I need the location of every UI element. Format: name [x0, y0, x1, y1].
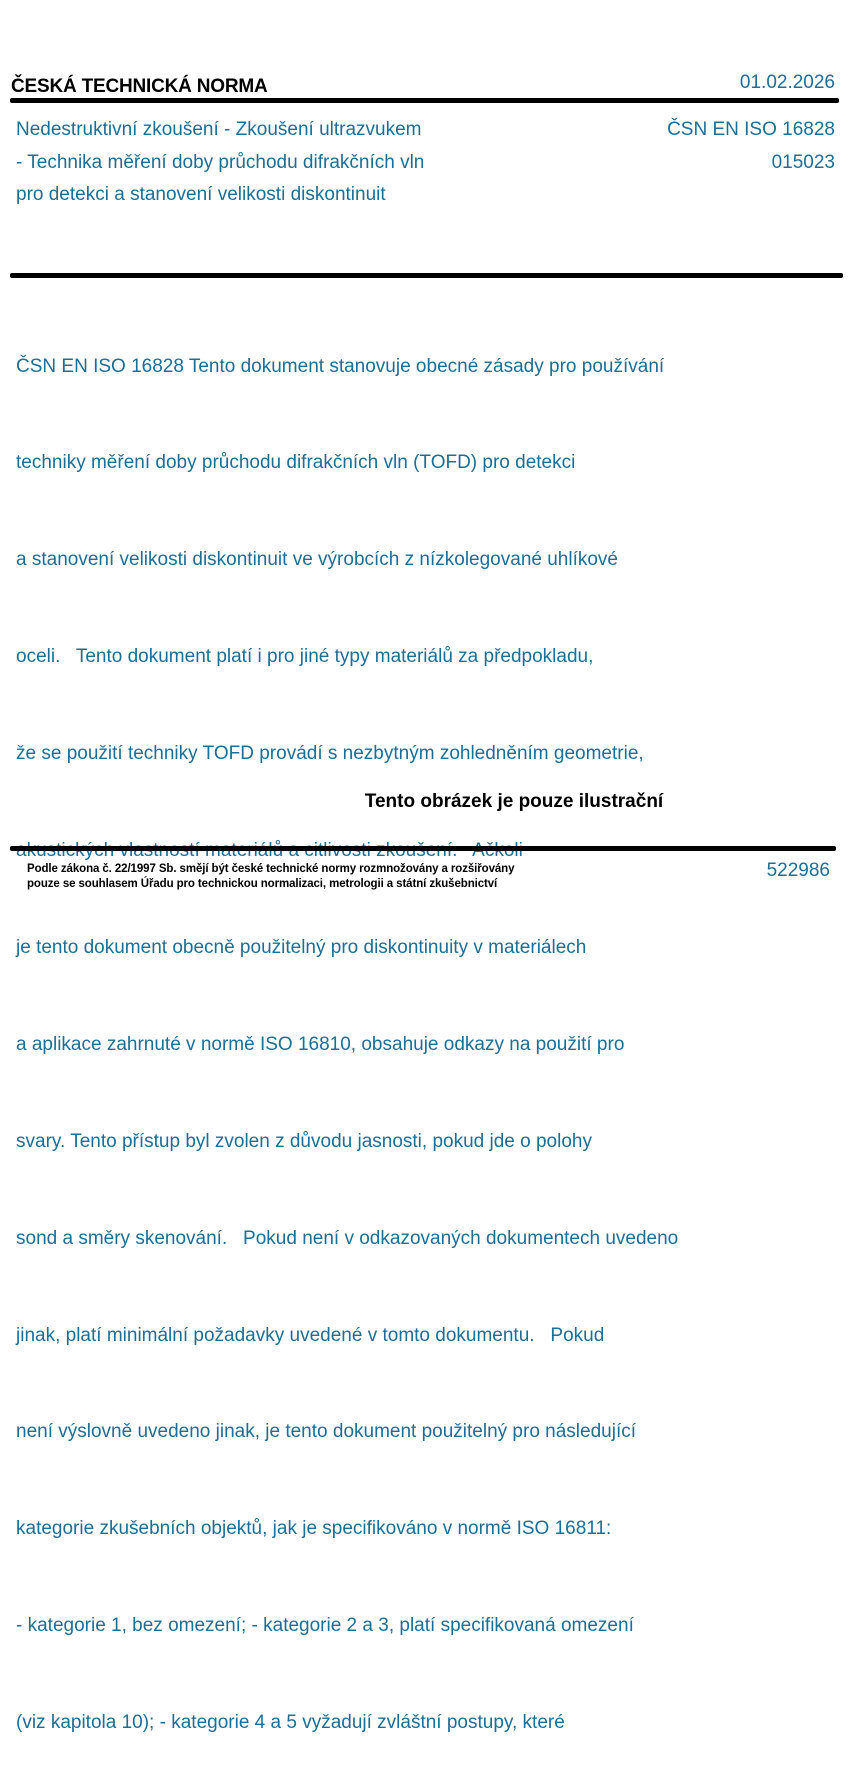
classification-code: 015023	[771, 151, 835, 173]
body-line: je tento dokument obecně použitelný pro diskontinuity v materiálech	[16, 936, 587, 958]
abstract-text	[16, 286, 678, 1772]
standard-identifier-block	[667, 114, 835, 179]
body-line: sond a směry skenování. Pokud není v odkazovaných dokumentech uvedeno	[16, 1227, 679, 1249]
legal-line: pouze se souhlasem Úřadu pro technickou normalizaci, metrologii a státní zkušebnictví	[27, 878, 498, 890]
body-line: svary. Tento přístup byl zvolen z důvodu jasnosti, pokud jde o polohy	[16, 1130, 592, 1152]
body-line: - kategorie 1, bez omezení; - kategorie 2 a 3, platí specifikovaná omezení	[16, 1615, 634, 1637]
body-line: (viz kapitola 10); - kategorie 4 a 5 vyžadují zvláštní postupy, které	[16, 1712, 565, 1734]
body-line: oceli. Tento dokument platí i pro jiné typy materiálů za předpokladu,	[16, 646, 594, 668]
body-line: není výslovně uvedeno jinak, je tento dokument použitelný pro následující	[16, 1421, 637, 1443]
body-line: jinak, platí minimální požadavky uvedené v tomto dokumentu. Pokud	[16, 1324, 605, 1346]
footer-divider	[10, 846, 836, 851]
publication-date: 01.02.2026	[739, 72, 835, 93]
body-line: a aplikace zahrnuté v normě ISO 16810, obsahuje odkazy na použití pro	[16, 1033, 625, 1055]
body-line: že se použití techniky TOFD provádí s nezbytným zohledněním geometrie,	[16, 743, 644, 765]
title-divider	[10, 273, 843, 278]
illustration-disclaimer: Tento obrázek je pouze ilustrační	[364, 791, 664, 812]
body-line: techniky měření doby průchodu difrakčních vln (TOFD) pro detekci	[16, 452, 576, 474]
header-divider	[10, 98, 839, 103]
legal-line: Podle zákona č. 22/1997 Sb. smějí být české technické normy rozmnožovány a rozšiřovány	[27, 863, 515, 875]
title-line: pro detekci a stanovení velikosti diskontinuit	[16, 184, 386, 205]
title-line: - Technika měření doby průchodu difrakčních vln	[16, 151, 425, 173]
document-number: 522986	[766, 860, 830, 881]
standard-id: ČSN EN ISO 16828	[667, 119, 835, 140]
body-line: a stanovení velikosti diskontinuit ve výrobcích z nízkolegované uhlíkové	[16, 549, 618, 571]
body-line: ČSN EN ISO 16828 Tento dokument stanovuje obecné zásady pro používání	[16, 355, 665, 377]
title-line: Nedestruktivní zkoušení - Zkoušení ultrazvukem	[16, 119, 422, 140]
document-title	[16, 114, 424, 212]
norm-type-heading: ČESKÁ TECHNICKÁ NORMA	[11, 76, 268, 97]
legal-notice	[27, 862, 514, 892]
body-line: kategorie zkušebních objektů, jak je specifikováno v normě ISO 16811:	[16, 1518, 612, 1540]
